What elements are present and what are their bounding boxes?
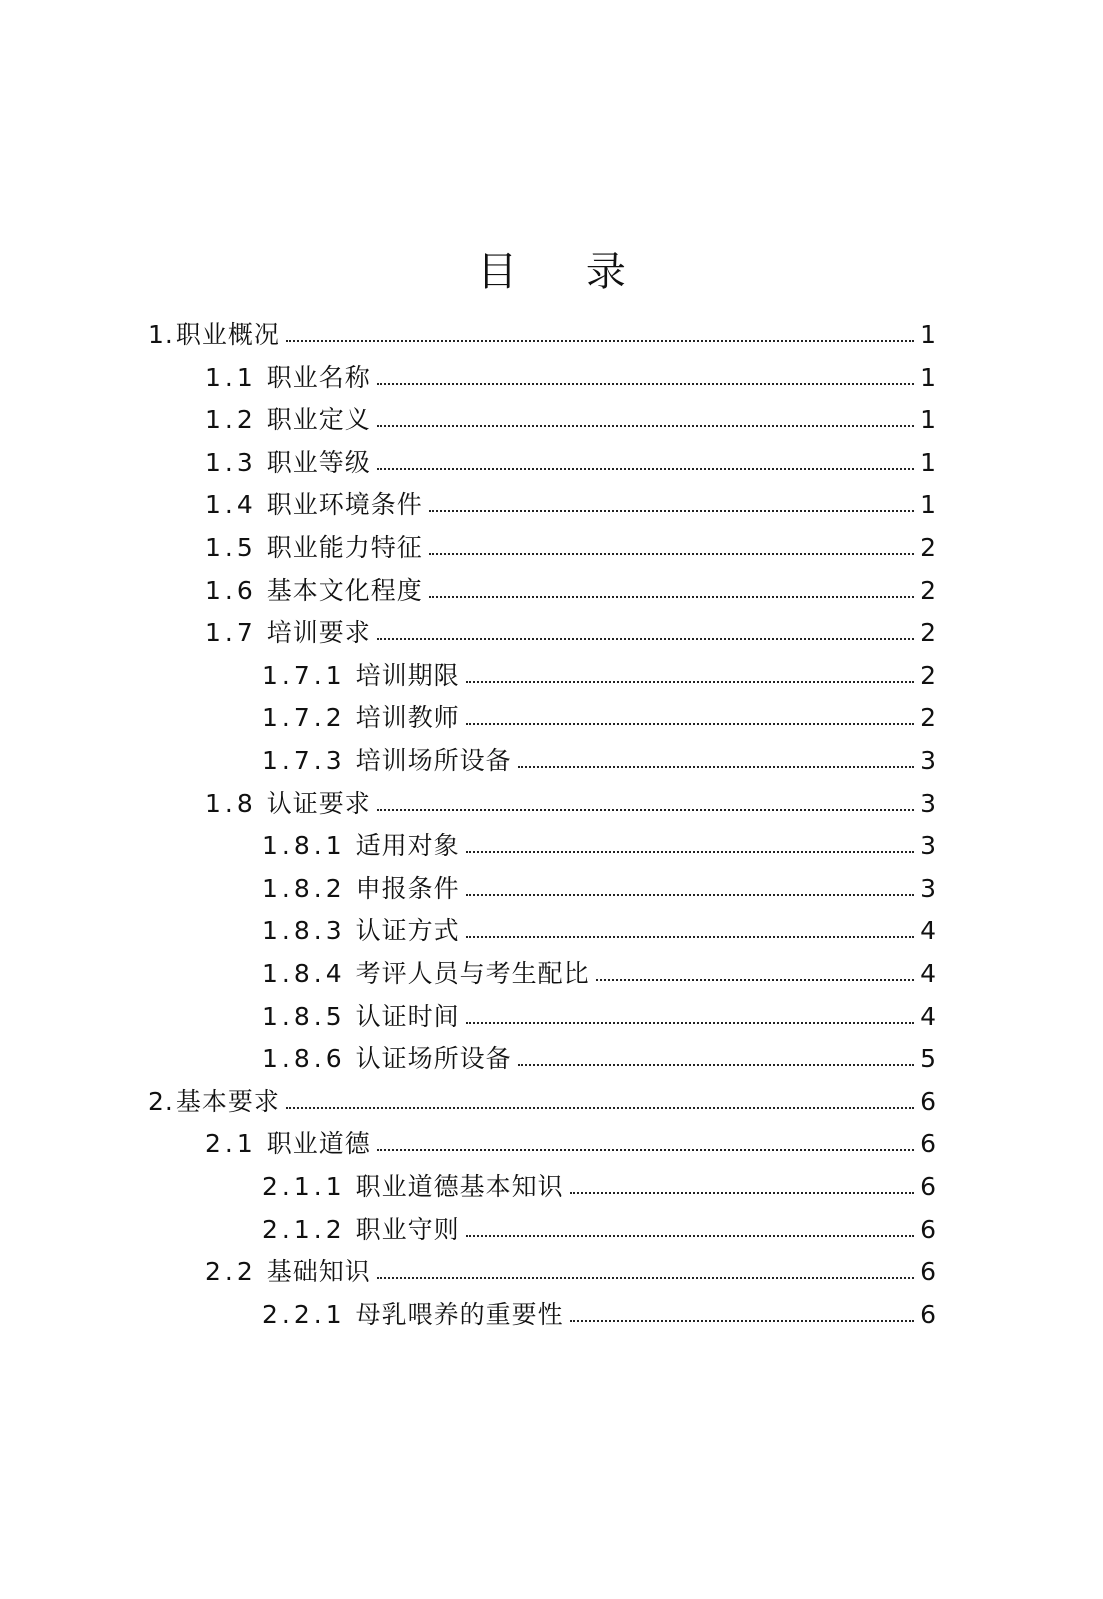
toc-entry[interactable] xyxy=(262,1038,936,1080)
toc-entry-number: 2. xyxy=(148,1086,174,1116)
toc-entry-title: 母乳喂养的重要性 xyxy=(355,1299,564,1329)
toc-leader-dots xyxy=(377,1277,914,1279)
toc-leader-dots xyxy=(518,766,914,768)
toc-leader-dots xyxy=(466,1022,914,1024)
toc-entry-number: 1.8.1 xyxy=(262,831,346,861)
toc-entry-page-number: 6 xyxy=(920,1257,936,1287)
toc-entry[interactable] xyxy=(205,527,936,569)
toc-entry-title: 培训期限 xyxy=(355,660,460,690)
toc-entry[interactable] xyxy=(262,825,936,867)
toc-entry-page-number: 4 xyxy=(920,959,936,988)
toc-entry-title: 职业守则 xyxy=(355,1214,460,1244)
toc-entry-title: 基本要求 xyxy=(175,1086,280,1116)
toc-entry-page-number: 6 xyxy=(920,1214,936,1244)
toc-entry[interactable] xyxy=(148,1081,936,1123)
toc-entry-page-number: 3 xyxy=(920,788,936,818)
toc-entry-number: 1.3 xyxy=(205,447,257,477)
toc-entry-page-number: 1 xyxy=(920,405,936,435)
toc-entry[interactable] xyxy=(205,1123,936,1165)
toc-entry-title: 职业环境条件 xyxy=(266,490,423,520)
toc-leader-dots xyxy=(466,894,914,896)
toc-entry[interactable] xyxy=(262,740,936,782)
toc-entry[interactable] xyxy=(205,442,936,484)
toc-entry-number: 1.2 xyxy=(205,405,257,435)
toc-entry-page-number: 5 xyxy=(920,1044,936,1074)
toc-entry-page-number: 6 xyxy=(920,1299,936,1329)
toc-entry[interactable] xyxy=(205,399,936,441)
toc-entry[interactable] xyxy=(205,357,936,399)
toc-leader-dots xyxy=(377,468,914,470)
toc-leader-dots xyxy=(377,1149,914,1151)
toc-leader-dots xyxy=(466,936,914,938)
toc-entry-title: 职业定义 xyxy=(266,405,371,435)
toc-entry-page-number: 1 xyxy=(920,362,936,392)
toc-entry-page-number: 3 xyxy=(920,873,936,903)
toc-entry-title: 职业能力特征 xyxy=(266,533,423,562)
toc-entry[interactable] xyxy=(262,1209,936,1251)
toc-entry-title: 认证要求 xyxy=(266,788,371,818)
toc-entry-page-number: 4 xyxy=(920,1001,936,1031)
toc-entry-number: 1.7.2 xyxy=(262,703,346,733)
toc-entry-page-number: 2 xyxy=(920,703,936,733)
toc-entry-page-number: 2 xyxy=(920,660,936,690)
toc-entry-number: 1. xyxy=(148,320,174,349)
toc-entry-number: 2.2.1 xyxy=(262,1299,346,1329)
toc-entry-title: 培训要求 xyxy=(266,618,371,648)
toc-entry-page-number: 2 xyxy=(920,618,936,648)
toc-leader-dots xyxy=(377,383,914,385)
toc-entry[interactable] xyxy=(262,1294,936,1336)
toc-entry-page-number: 2 xyxy=(920,533,936,562)
toc-leader-dots xyxy=(596,979,914,981)
toc-leader-dots xyxy=(466,851,914,853)
toc-leader-dots xyxy=(570,1192,914,1194)
toc-entry-page-number: 6 xyxy=(920,1129,936,1159)
toc-leader-dots xyxy=(429,596,914,598)
toc-entry-title: 职业道德 xyxy=(266,1129,371,1159)
toc-entry-number: 2.1.1 xyxy=(262,1172,346,1201)
toc-entry-number: 1.8.3 xyxy=(262,916,346,946)
toc-leader-dots xyxy=(466,681,914,683)
toc-entry-page-number: 2 xyxy=(920,575,936,605)
toc-entry-page-number: 3 xyxy=(920,831,936,861)
toc-leader-dots xyxy=(570,1320,914,1322)
toc-entry[interactable] xyxy=(205,570,936,612)
toc-entry-page-number: 1 xyxy=(920,490,936,520)
toc-entry-title: 培训教师 xyxy=(355,703,460,733)
toc-entry-number: 1.6 xyxy=(205,575,257,605)
toc-entry[interactable] xyxy=(262,1166,936,1208)
toc-entry[interactable] xyxy=(262,697,936,739)
toc-entry[interactable] xyxy=(262,868,936,910)
toc-entry[interactable] xyxy=(262,996,936,1038)
toc-entry-page-number: 4 xyxy=(920,916,936,946)
toc-leader-dots xyxy=(429,553,914,555)
toc-entry-page-number: 3 xyxy=(920,746,936,775)
toc-entry-title: 适用对象 xyxy=(355,831,460,861)
toc-entry-number: 1.8.2 xyxy=(262,873,346,903)
toc-entry-title: 基础知识 xyxy=(266,1257,371,1287)
toc-entry-title: 职业道德基本知识 xyxy=(355,1172,564,1201)
toc-title: 目 录 xyxy=(477,249,654,295)
toc-entry[interactable] xyxy=(262,953,936,995)
toc-entry-title: 认证方式 xyxy=(355,916,460,946)
toc-entry[interactable] xyxy=(205,1251,936,1293)
toc-entry-title: 认证场所设备 xyxy=(355,1044,512,1074)
toc-entry[interactable] xyxy=(205,484,936,526)
toc-leader-dots xyxy=(377,425,914,427)
toc-entry-title: 职业等级 xyxy=(266,447,371,477)
toc-entry-title: 职业名称 xyxy=(266,362,371,392)
toc-leader-dots xyxy=(377,809,914,811)
toc-leader-dots xyxy=(518,1064,914,1066)
toc-entry-number: 1.7 xyxy=(205,618,257,648)
toc-entry-number: 1.5 xyxy=(205,533,257,562)
toc-entry-title: 认证时间 xyxy=(355,1001,460,1031)
toc-entry[interactable] xyxy=(262,910,936,952)
toc-leader-dots xyxy=(377,638,914,640)
toc-entry-number: 1.8.5 xyxy=(262,1001,346,1031)
toc-entry-number: 2.1.2 xyxy=(262,1214,346,1244)
toc-entry-title: 职业概况 xyxy=(175,320,280,349)
toc-entry[interactable] xyxy=(148,314,936,356)
toc-entry[interactable] xyxy=(205,783,936,825)
toc-entry-number: 1.7.3 xyxy=(262,746,346,775)
toc-entry-page-number: 1 xyxy=(920,447,936,477)
toc-leader-dots xyxy=(429,510,914,512)
toc-entry-number: 1.8.6 xyxy=(262,1044,346,1074)
toc-entry-title: 基本文化程度 xyxy=(266,575,423,605)
toc-entry-title: 申报条件 xyxy=(355,873,460,903)
toc-leader-dots xyxy=(286,1107,914,1109)
toc-leader-dots xyxy=(466,1235,914,1237)
toc-leader-dots xyxy=(466,723,914,725)
toc-entry-page-number: 1 xyxy=(920,320,936,349)
toc-entry-page-number: 6 xyxy=(920,1086,936,1116)
toc-entry-number: 1.8 xyxy=(205,788,257,818)
toc-entry-number: 1.8.4 xyxy=(262,959,346,988)
toc-leader-dots xyxy=(286,340,914,342)
toc-entry-number: 1.4 xyxy=(205,490,257,520)
toc-entry-number: 1.7.1 xyxy=(262,660,346,690)
toc-entry-page-number: 6 xyxy=(920,1172,936,1201)
toc-entry-number: 1.1 xyxy=(205,362,257,392)
toc-entry-title: 培训场所设备 xyxy=(355,746,512,775)
toc-entry[interactable] xyxy=(205,612,936,654)
toc-entry-title: 考评人员与考生配比 xyxy=(355,959,590,988)
toc-entry-number: 2.1 xyxy=(205,1129,257,1159)
toc-entry-number: 2.2 xyxy=(205,1257,257,1287)
toc-entry[interactable] xyxy=(262,655,936,697)
